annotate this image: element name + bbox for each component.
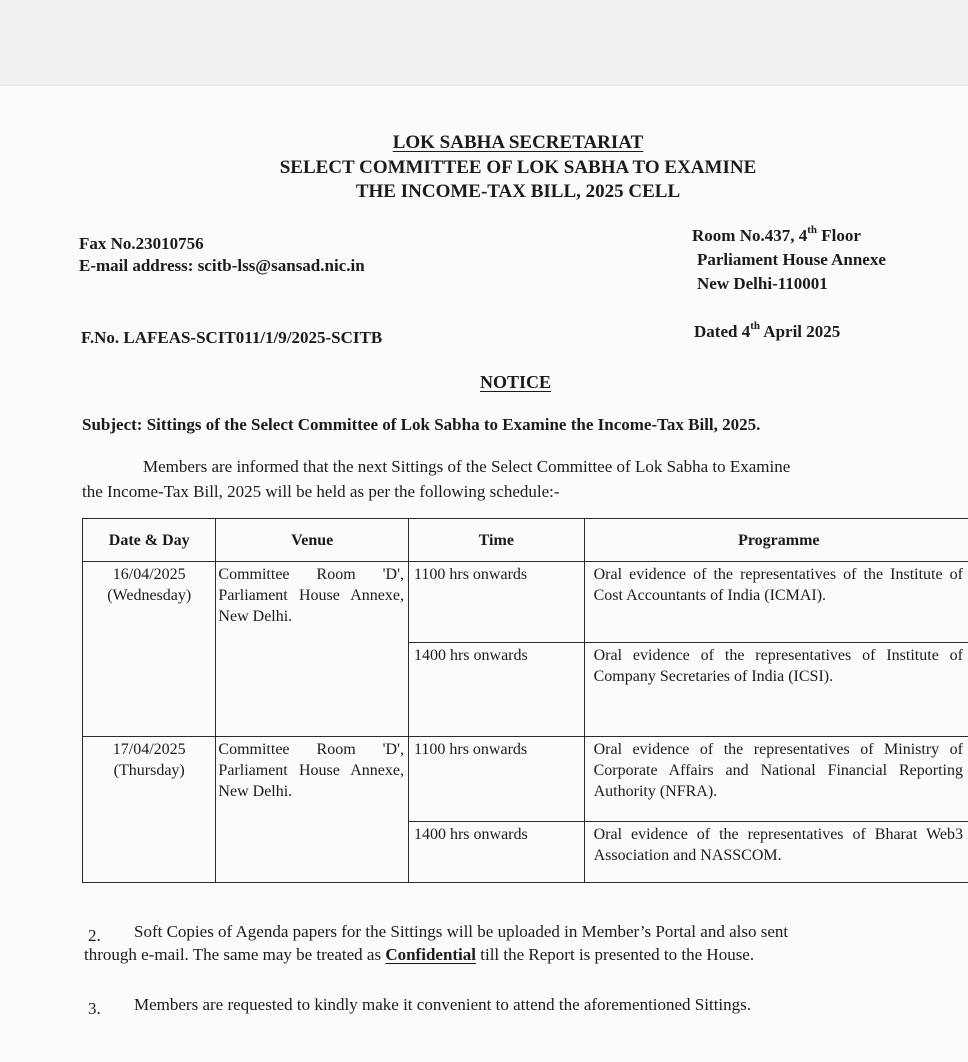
para-2-number: 2. xyxy=(88,926,101,945)
date-month-year: April 2025 xyxy=(759,322,841,341)
table-row xyxy=(83,562,968,643)
notice-title: NOTICE xyxy=(480,372,552,392)
day-value: (Thursday) xyxy=(113,762,185,779)
para-3-text: Members are requested to kindly make it convenient to attend the aforementioned Sittings. xyxy=(134,995,752,1014)
programme-cell: Oral evidence of the representatives of the Institute of Cost Accountants of India (ICMAI). xyxy=(584,562,968,643)
header-venue: Venue xyxy=(216,519,409,562)
page-top-margin xyxy=(0,0,968,86)
email-address: E-mail address: scitb-lss@sansad.nic.in xyxy=(79,256,365,275)
confidential-emphasis: Confidential xyxy=(385,945,477,964)
secretariat-heading: LOK SABHA SECRETARIAT xyxy=(392,132,644,153)
fax-number: Fax No.23010756 xyxy=(79,234,204,253)
programme-cell: Oral evidence of the representatives of Ministry of Corporate Affairs and National Financial Reporting Authority (NFRA). xyxy=(584,737,968,822)
cell-heading: THE INCOME-TAX BILL, 2025 CELL xyxy=(355,181,681,202)
header-programme: Programme xyxy=(584,519,968,562)
time-cell: 1100 hrs onwards xyxy=(408,562,584,643)
file-number: F.No. LAFEAS-SCIT011/1/9/2025-SCITB xyxy=(81,328,383,347)
building-name: Parliament House Annexe xyxy=(697,250,886,269)
venue-cell: Committee Room 'D', Parliament House Annexe, New Delhi. xyxy=(216,737,409,883)
venue-cell: Committee Room 'D', Parliament House Annexe, New Delhi. xyxy=(216,562,409,737)
intro-line-2: the Income-Tax Bill, 2025 will be held as per the following schedule:- xyxy=(82,482,560,501)
room-floor-ordinal: th xyxy=(807,224,817,237)
room-floor-suffix: Floor xyxy=(817,226,861,245)
notice-date xyxy=(694,322,840,342)
time-cell: 1400 hrs onwards xyxy=(408,822,584,883)
header-time: Time xyxy=(408,519,584,562)
table-header-row xyxy=(83,519,968,562)
date-cell xyxy=(83,562,216,737)
date-ordinal: th xyxy=(750,320,760,333)
para-2-text-after: till the Report is presented to the House. xyxy=(476,945,755,964)
room-number-text: Room No.437, 4 xyxy=(692,226,808,245)
committee-heading: SELECT COMMITTEE OF LOK SABHA TO EXAMINE xyxy=(279,157,757,178)
date-value: 16/04/2025 xyxy=(112,566,186,583)
date-text: Dated 4 xyxy=(694,322,751,341)
header-date-day: Date & Day xyxy=(83,519,216,562)
time-cell: 1400 hrs onwards xyxy=(408,643,584,737)
room-number xyxy=(692,226,861,246)
intro-line-1: Members are informed that the next Sittings of the Select Committee of Lok Sabha to Examine xyxy=(143,457,791,476)
programme-cell: Oral evidence of the representatives of Bharat Web3 Association and NASSCOM. xyxy=(584,822,968,883)
para-2-line-2 xyxy=(84,945,754,965)
programme-cell: Oral evidence of the representatives of Institute of Company Secretaries of India (ICSI). xyxy=(584,643,968,737)
date-value: 17/04/2025 xyxy=(112,741,186,758)
schedule-table xyxy=(82,518,968,883)
para-3-number: 3. xyxy=(88,999,101,1018)
para-2-line-1: Soft Copies of Agenda papers for the Sittings will be uploaded in Member’s Portal and also sent xyxy=(134,922,789,941)
time-cell: 1100 hrs onwards xyxy=(408,737,584,822)
notice-subject: Subject: Sittings of the Select Committee of Lok Sabha to Examine the Income-Tax Bill, 2025. xyxy=(82,415,761,434)
date-cell xyxy=(83,737,216,883)
para-2-text-before: through e-mail. The same may be treated as xyxy=(84,945,386,964)
table-row xyxy=(83,737,968,822)
day-value: (Wednesday) xyxy=(107,587,192,604)
city-pin: New Delhi-110001 xyxy=(697,274,828,293)
